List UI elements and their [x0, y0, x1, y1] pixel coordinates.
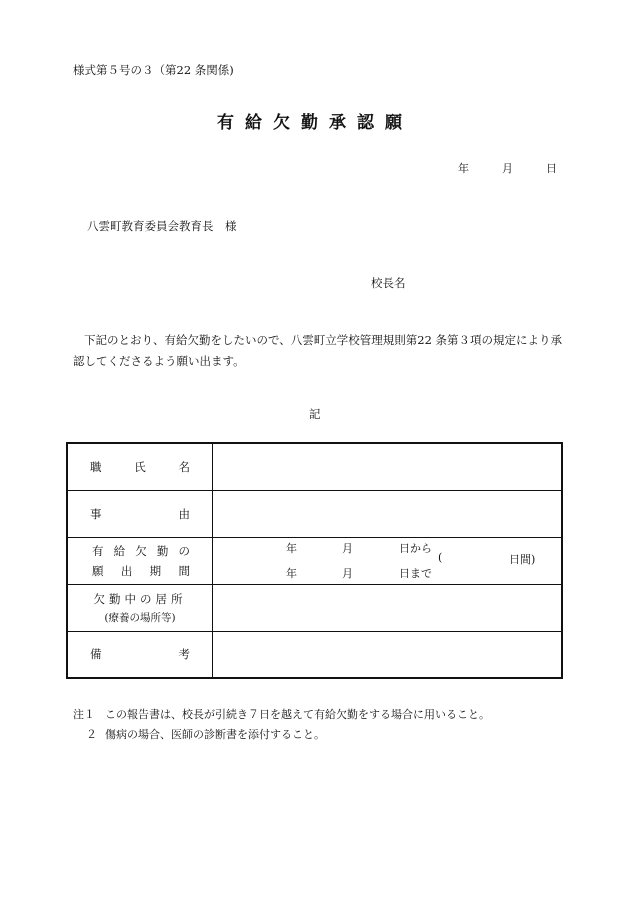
- period-label-line-2: [68, 563, 212, 579]
- period-grid: [213, 538, 561, 584]
- date-year: 年: [458, 162, 469, 175]
- note-2-text: 傷病の場合、医師の診断書を添付すること。: [105, 728, 325, 741]
- table-row-residence: [67, 584, 562, 631]
- period-year-1: 年: [286, 541, 297, 555]
- label-char: 有: [92, 543, 104, 558]
- remarks-field[interactable]: [213, 631, 563, 678]
- ki-heading: 記: [309, 407, 321, 421]
- note-1-number: 注１: [73, 708, 95, 721]
- label-char: 出: [120, 563, 133, 578]
- name-label: [68, 459, 212, 475]
- form-title: 有給欠勤承認願: [217, 113, 413, 133]
- name-label-char-3: 名: [178, 459, 190, 474]
- remarks-label-cell: [67, 631, 213, 678]
- period-label-cell: [67, 537, 213, 584]
- date-day: 日: [546, 162, 557, 175]
- period-field[interactable]: [213, 537, 563, 584]
- notes: [73, 705, 490, 745]
- name-field[interactable]: [213, 443, 563, 490]
- period-paren-open: (: [438, 550, 443, 564]
- reason-label: [68, 506, 212, 522]
- request-body: 下記のとおり、有給欠勤をしたいので、八雲町立学校管理規則第22 条第３項の規定により承認してくださるよう願い出ます。: [73, 333, 563, 368]
- remarks-label-char-1: 備: [90, 647, 102, 662]
- residence-field[interactable]: [213, 584, 563, 631]
- period-days: 日間): [509, 552, 536, 566]
- period-from: 日から: [399, 541, 432, 555]
- reason-label-char-1: 事: [90, 506, 102, 521]
- period-month-2: 月: [342, 566, 353, 580]
- period-label-line-1: [68, 543, 212, 559]
- name-label-cell: [67, 443, 213, 490]
- reason-label-char-2: 由: [178, 506, 190, 521]
- residence-label-line-2: (療養の場所等): [104, 611, 176, 624]
- note-1-text: この報告書は、校長が引続き７日を越えて有給欠勤をする場合に用いること。: [105, 708, 490, 721]
- remarks-label-char-2: 考: [178, 647, 190, 662]
- reason-label-cell: [67, 490, 213, 537]
- residence-label-line-1: 欠勤中の居所: [93, 591, 187, 606]
- label-char: 給: [113, 543, 126, 558]
- name-label-char-1: 職: [90, 459, 102, 474]
- label-char: 期: [149, 563, 162, 578]
- period-month-1: 月: [342, 541, 353, 555]
- remarks-label: [68, 646, 212, 662]
- table-row-reason: [67, 490, 562, 537]
- label-char: 間: [178, 563, 190, 578]
- period-year-2: 年: [286, 566, 297, 580]
- reason-field[interactable]: [213, 490, 563, 537]
- label-char: 勤: [156, 543, 169, 558]
- residence-label-cell: [67, 584, 213, 631]
- request-table: [66, 442, 563, 679]
- addressee: 八雲町教育委員会教育長 様: [87, 219, 237, 233]
- form-number: 様式第５号の３（第22 条関係): [73, 63, 234, 77]
- note-1: [73, 705, 490, 725]
- note-2: [73, 725, 490, 745]
- label-char: 欠: [135, 543, 147, 558]
- note-2-number: ２: [86, 728, 97, 741]
- table-row-period: [67, 537, 562, 584]
- label-char: 願: [92, 563, 104, 578]
- table-row-name: [67, 443, 562, 490]
- principal-name-label: 校長名: [371, 276, 406, 290]
- table-row-remarks: [67, 631, 562, 678]
- date-line: [458, 160, 557, 176]
- date-month: 月: [502, 162, 513, 175]
- label-char: の: [178, 543, 190, 558]
- name-label-char-2: 氏: [134, 459, 146, 474]
- period-until: 日まで: [399, 566, 432, 580]
